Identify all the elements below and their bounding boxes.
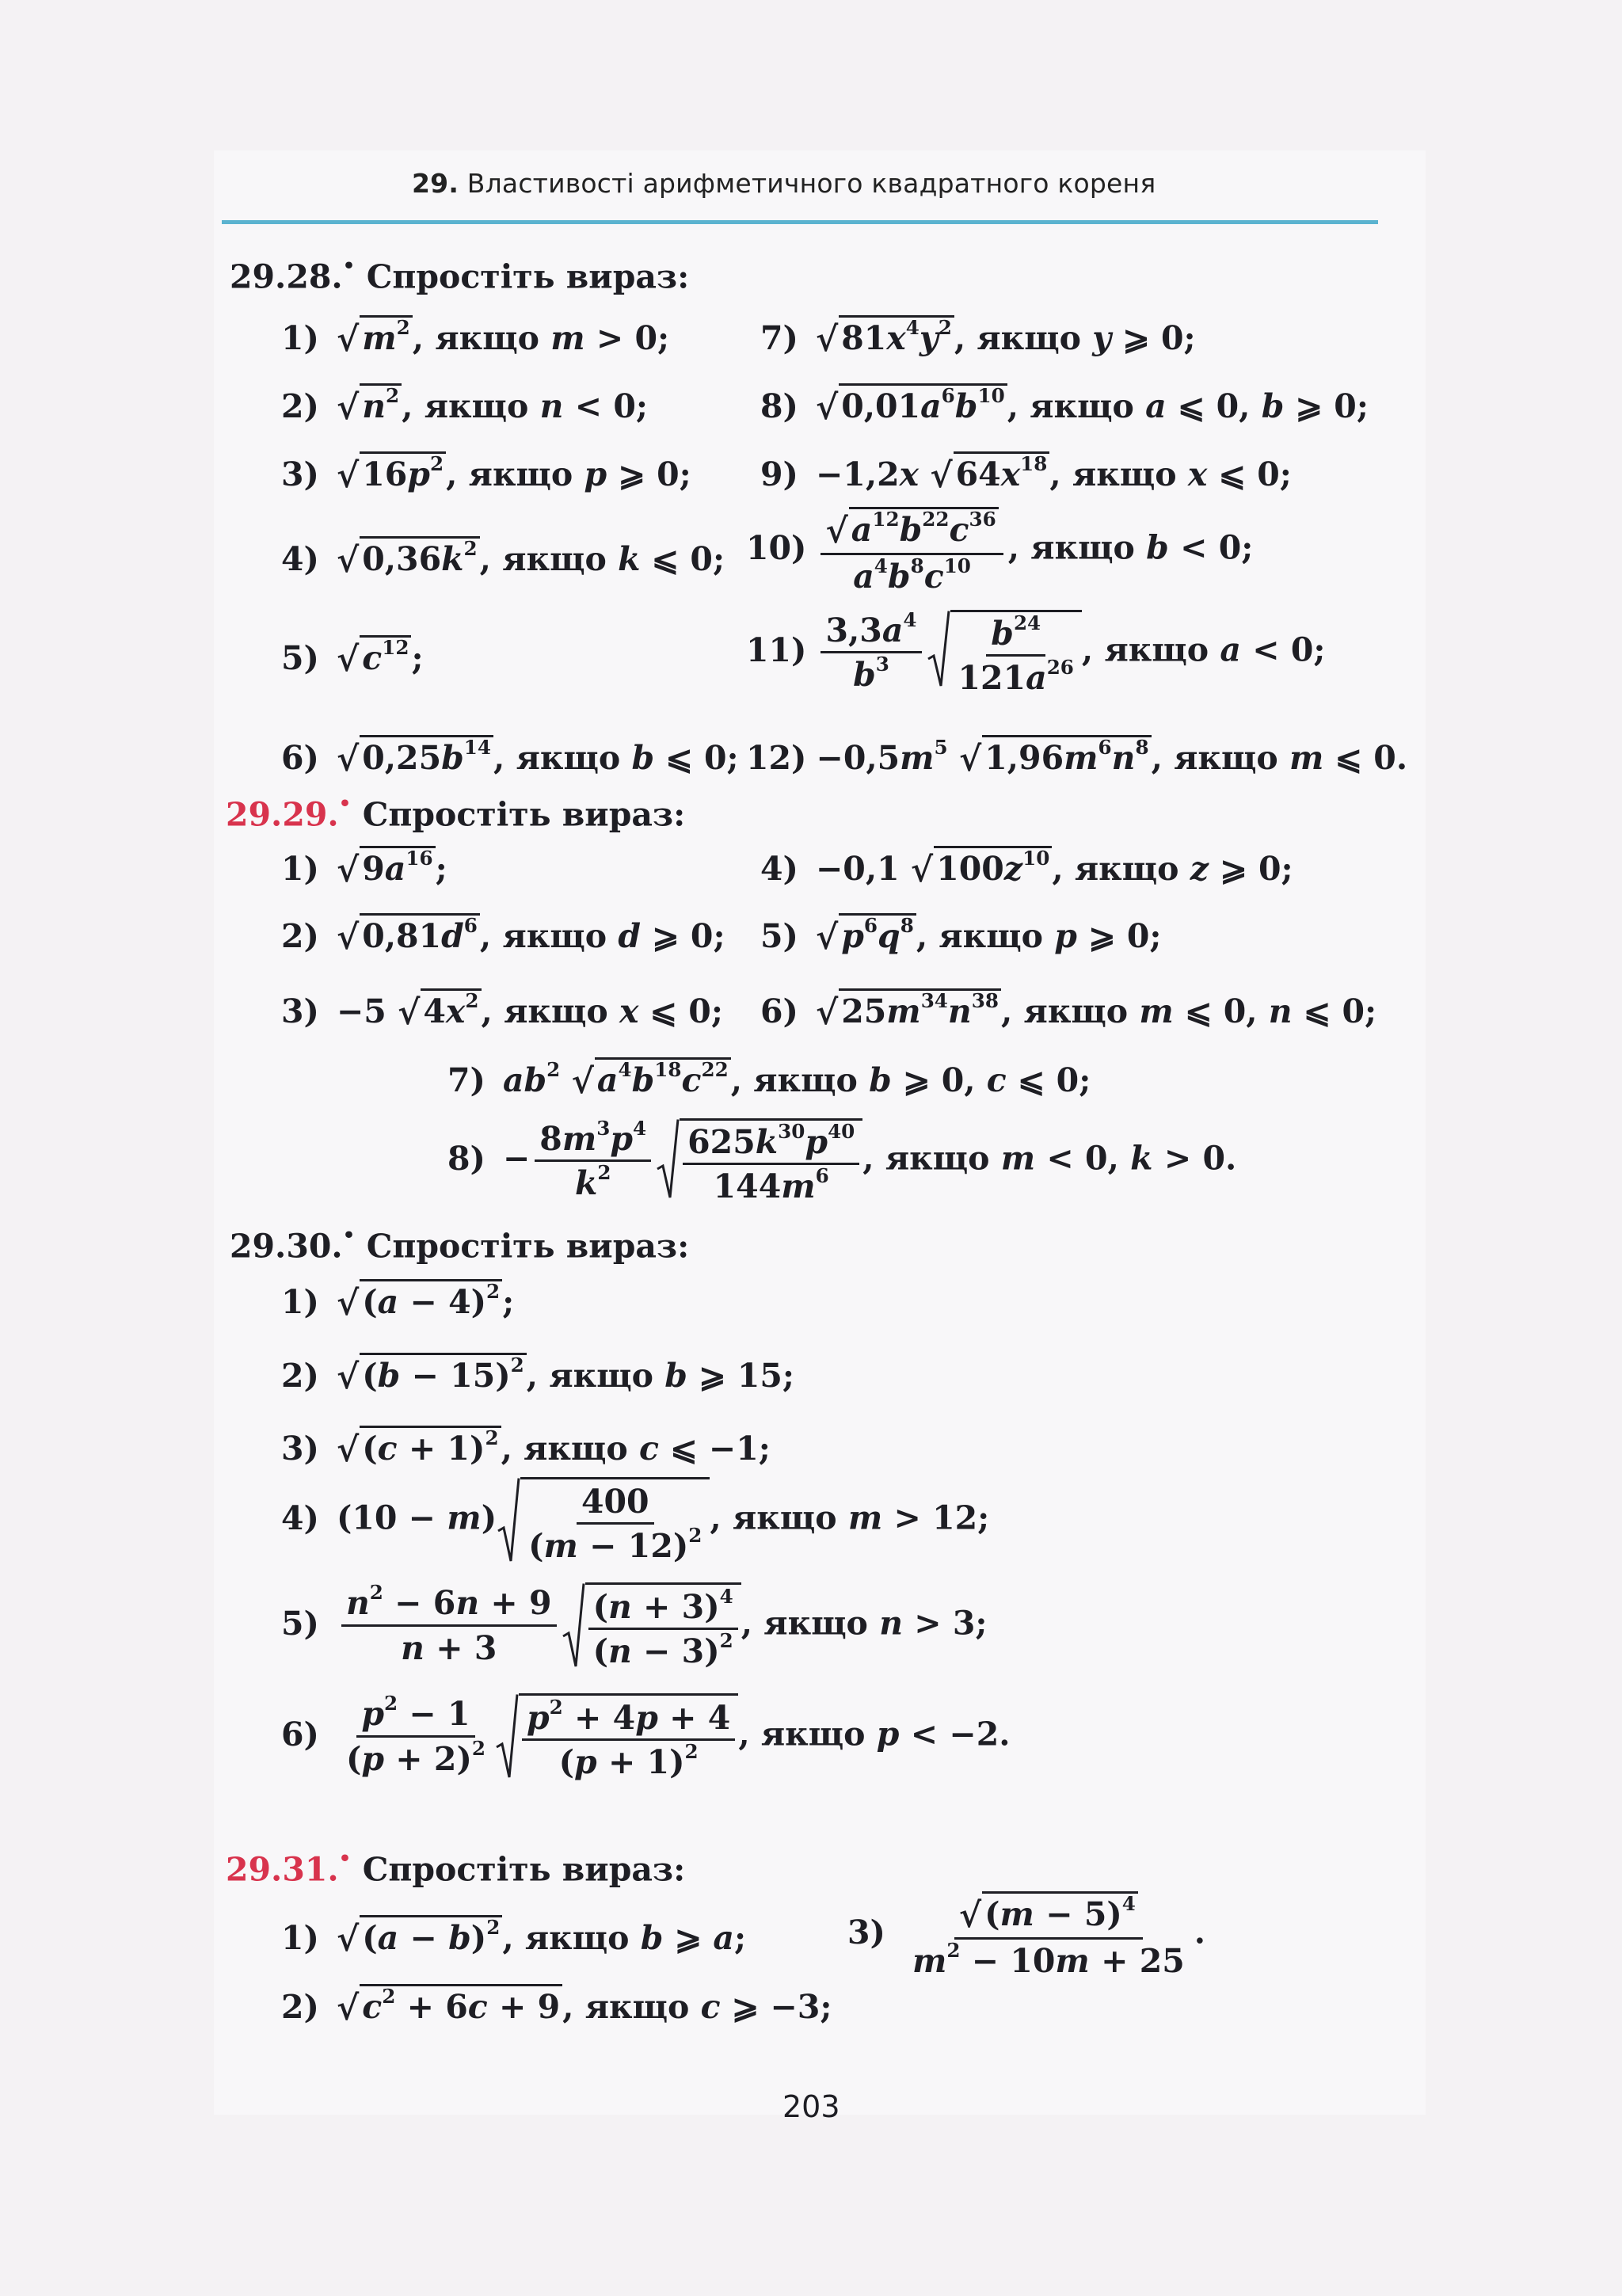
problem-28-5: 5) $√c^{12}$; xyxy=(281,635,424,680)
header-rule xyxy=(222,220,1378,224)
problem-30-6: 6) $\frac{p^2 - 1}{(p + 2)^2}$ $\frac{p^2 + 4p + 4}{(p + 1)^2}$ , якщо p < −2. xyxy=(281,1692,1011,1781)
exercise-title: Спростіть вираз: xyxy=(366,1227,690,1266)
problem-29-8: 8) − $\frac{8m^3p^4}{k^2}$ $\frac{625k^{30}p^{40}}{144m^6}$ , якщо m < 0, k > 0. xyxy=(447,1116,1237,1206)
problem-29-7: 7) $ab^2$ $√a^4b^{18}c^{22}$, якщо b ⩾ 0, c ⩽ 0; xyxy=(447,1057,1091,1102)
exercise-number: 29.28. xyxy=(230,257,343,296)
problem-29-6: 6) $√25m^{34}n^{38}$, якщо m ⩽ 0, n ⩽ 0; xyxy=(760,988,1377,1034)
problem-30-1: 1) $√(a - 4)^2$; xyxy=(281,1279,515,1324)
exercise-title: Спростіть вираз: xyxy=(362,795,686,834)
exercise-29-30-heading: 29.30.• Спростіть вираз: xyxy=(230,1224,690,1266)
problem-30-2: 2) $√(b - 15)^2$, якщо b ⩾ 15; xyxy=(281,1353,795,1398)
problem-28-12: $12) -0,5m^5$ $√1,96m^6n^8$, якщо m ⩽ 0. xyxy=(746,735,1408,780)
problem-29-5: 5) $√p^6q^8$, якщо p ⩾ 0; xyxy=(760,913,1162,958)
problem-30-4: 4) (10 − m) $\frac{400}{(m - 12)^2}$ , якщо m > 12; xyxy=(281,1477,989,1564)
problem-29-4: 4) −0,1 $√100z^{10}$, якщо z ⩾ 0; xyxy=(760,846,1293,891)
problem-28-8: 8) $√0,01a^6b^{10}$, якщо a ⩽ 0, b ⩾ 0; xyxy=(760,383,1369,428)
problem-31-1: 1) $√(a - b)^2$, якщо b ⩾ a; xyxy=(281,1915,747,1960)
exercise-number: 29.30. xyxy=(230,1227,343,1266)
problem-28-2: 2) $√n^2$, якщо n < 0; xyxy=(281,383,649,428)
problem-28-9: 9) −1,2x $√64x^{18}$, якщо x ⩽ 0; xyxy=(760,451,1292,497)
exercise-29-31-heading: 29.31.• Спростіть вираз: xyxy=(226,1847,686,1889)
problem-28-6: 6) $√0,25b^{14}$, якщо b ⩽ 0; xyxy=(281,735,739,780)
exercise-number: 29.31. xyxy=(226,1850,339,1889)
textbook-page xyxy=(214,150,1426,2124)
problem-30-5: 5) $\frac{n^2 - 6n + 9}{n + 3}$ $\frac{(n + 3)^4}{(n - 3)^2}$ , якщо n > 3; xyxy=(281,1581,988,1670)
problem-29-1: 1) $√9a^{16}$; xyxy=(281,846,447,891)
problem-31-2: 2) $√c^2 + 6c + 9$, якщо c ⩾ −3; xyxy=(281,1984,832,2029)
problem-28-1: 1) $√m^2$, якщо m > 0; xyxy=(281,315,670,360)
problem-29-3: 3) −5 $√4x^2$, якщо x ⩽ 0; xyxy=(281,988,723,1034)
chapter-title: Властивості арифметичного квадратного кореня xyxy=(466,168,1156,199)
problem-28-4: 4) $√0,36k^2$, якщо k ⩽ 0; xyxy=(281,536,725,581)
problem-28-3: 3) $√16p^2$, якщо p ⩾ 0; xyxy=(281,451,691,497)
page-header xyxy=(412,168,1156,199)
problem-30-3: 3) $√(c + 1)^2$, якщо c ⩽ −1; xyxy=(281,1426,771,1471)
problem-31-3: 3) $\frac{√(m - 5)^4}{m^2 - 10m + 25}$ . xyxy=(847,1891,1206,1981)
chapter-number: 29. xyxy=(412,168,459,199)
page-number: 203 xyxy=(782,2089,840,2124)
exercise-29-29-heading: 29.29.• Спростіть вираз: xyxy=(226,792,686,834)
problem-28-7: 7) $√81x^4y^2$, якщо y ⩾ 0; xyxy=(760,315,1196,360)
problem-28-11: 11) $\frac{3,3a^4}{b^3}$ $\frac{b^{24}}{121a^{26}}$ , якщо a < 0; xyxy=(746,607,1326,698)
problem-29-2: 2) $√0,81d^6$, якщо d ⩾ 0; xyxy=(281,913,725,958)
exercise-title: Спростіть вираз: xyxy=(362,1850,686,1889)
exercise-title: Спростіть вираз: xyxy=(366,257,690,296)
exercise-29-28-heading: 29.28.• Спростіть вираз: xyxy=(230,254,690,296)
problem-28-10: 10) $\frac{√a^{12}b^{22}c^{36}}{a^4b^8c^{10}}$ , якщо b < 0; xyxy=(746,507,1254,596)
exercise-number: 29.29. xyxy=(226,795,339,834)
